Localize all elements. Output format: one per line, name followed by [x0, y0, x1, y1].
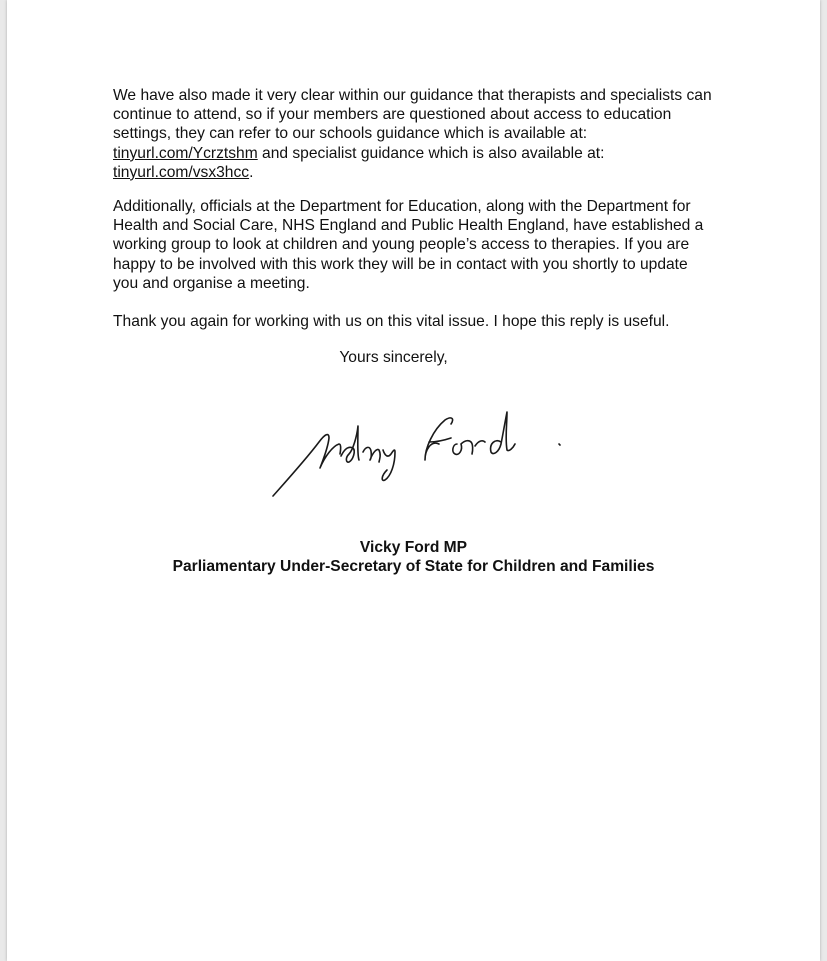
paragraph-guidance — [113, 86, 713, 182]
schools-guidance-link[interactable]: tinyurl.com/Ycrztshm — [113, 144, 258, 162]
thanks-text: Thank you again for working with us on this vital issue. I hope this reply is useful. — [113, 313, 670, 330]
paragraph-working-group — [113, 197, 713, 293]
paragraph-thanks — [113, 312, 713, 331]
signer-name: Vicky Ford MP — [359, 539, 468, 556]
guidance-text-1: We have also made it very clear within our guidance that therapists and specialists can continue to attend, so if your members are questioned about access to education settings, they can refer to our schools guidance which is available at: — [113, 87, 712, 143]
handwritten-signature — [267, 396, 577, 508]
letter-page — [7, 0, 820, 961]
closing-line — [7, 349, 820, 367]
guidance-text-2: and specialist guidance which is also available at: — [257, 144, 605, 162]
specialist-guidance-link[interactable]: tinyurl.com/vsx3hcc — [113, 163, 250, 181]
closing-text: Yours sincerely, — [339, 349, 448, 366]
working-group-text: Additionally, officials at the Department for Education, along with the Department for Health and Social Care, NHS England and Public Health England, have established a working group to look at children and young people’s access to therapies. If you are happy to be involved with this work they will be in contact with you shortly to update you and organise a meeting. — [113, 198, 704, 292]
signer-title: Parliamentary Under-Secretary of State for Children and Families — [172, 558, 655, 575]
guidance-text-3: . — [249, 163, 254, 181]
